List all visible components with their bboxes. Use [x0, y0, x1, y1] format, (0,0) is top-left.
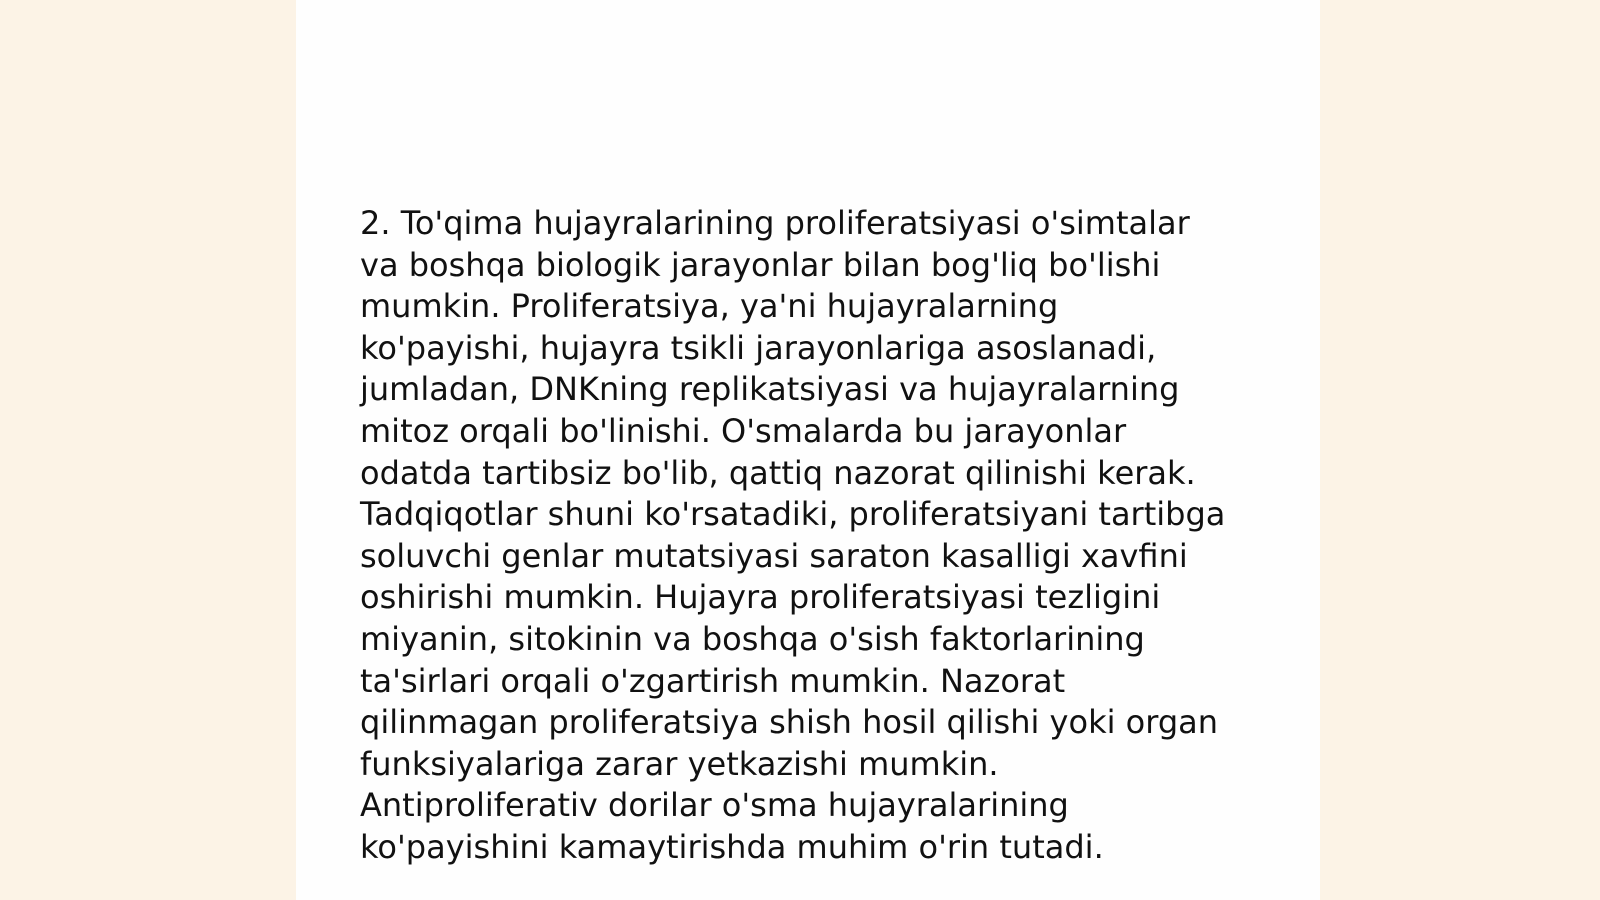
paragraph-line: Tadqiqotlar shuni ko'rsatadiki, proliferatsiyani tartibga	[360, 495, 1226, 534]
paragraph-line: ta'sirlari orqali o'zgartirish mumkin. Nazorat	[360, 661, 1066, 700]
paragraph-line: soluvchi genlar mutatsiyasi saraton kasalligi xavfini	[360, 536, 1188, 575]
paragraph-line: odatda tartibsiz bo'lib, qattiq nazorat qilinishi kerak.	[360, 453, 1196, 492]
paragraph-line: ko'payishi, hujayra tsikli jarayonlariga asoslanadi,	[360, 328, 1157, 367]
document-page	[296, 0, 1320, 900]
paragraph-line: jumladan, DNKning replikatsiyasi va hujayralarning	[360, 370, 1180, 409]
paragraph-line: ko'payishini kamaytirishda muhim o'rin tutadi.	[360, 827, 1104, 866]
paragraph-line: mitoz orqali bo'linishi. O'smalarda bu jarayonlar	[360, 411, 1127, 450]
paragraph-line: Antiproliferativ dorilar o'sma hujayralarining	[360, 786, 1069, 825]
paragraph-line: funksiyalariga zarar yetkazishi mumkin.	[360, 744, 999, 783]
paragraph-line: miyanin, sitokinin va boshqa o'sish faktorlarining	[360, 619, 1145, 658]
paragraph-line: mumkin. Proliferatsiya, ya'ni hujayralarning	[360, 287, 1059, 326]
paragraph-line: oshirishi mumkin. Hujayra proliferatsiyasi tezligini	[360, 578, 1161, 617]
body-paragraph	[360, 203, 1260, 869]
paragraph-line: qilinmagan proliferatsiya shish hosil qilishi yoki organ	[360, 703, 1219, 742]
paragraph-line: 2. To'qima hujayralarining proliferatsiyasi o'simtalar	[360, 204, 1190, 242]
paragraph-line: va boshqa biologik jarayonlar bilan bog'liq bo'lishi	[360, 245, 1161, 284]
